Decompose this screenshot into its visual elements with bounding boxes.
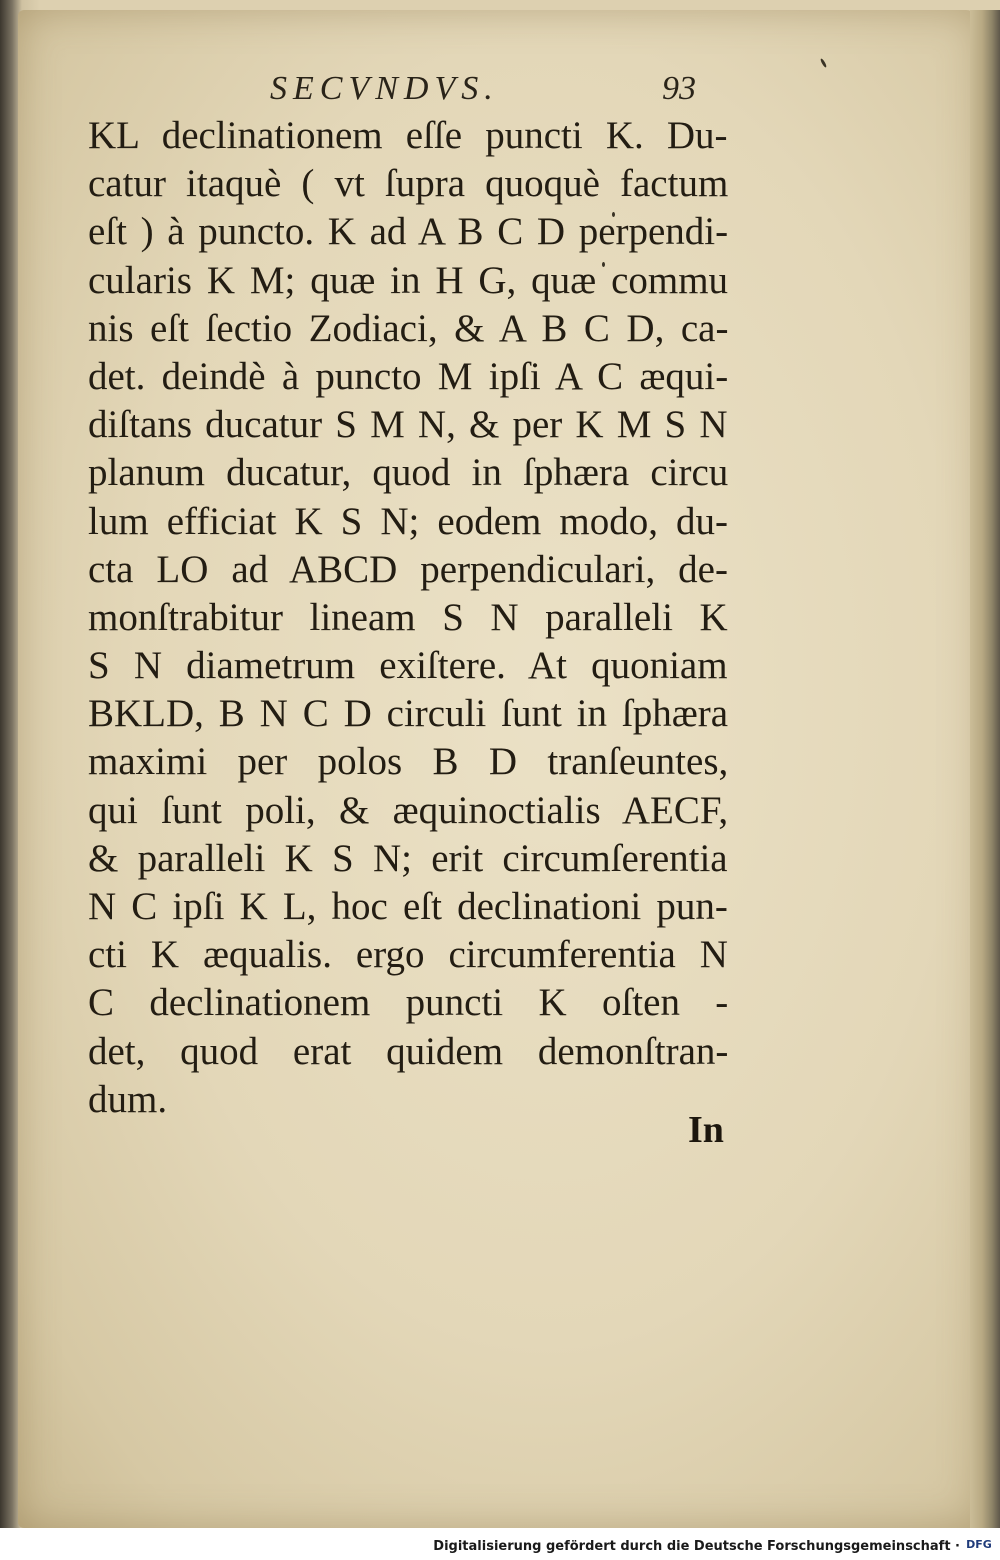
text-line: cta LO ad ABCD perpendiculari, de- <box>88 547 728 591</box>
page-number: 93 <box>662 70 696 107</box>
text-line: eſt ) à puncto. K ad A B C D perpendi- <box>88 210 729 254</box>
funding-credit: Digitalisierung gefördert durch die Deutsche Forschungsgemeinschaft · <box>433 1539 960 1554</box>
text-line: maximi per polos B D tranſeuntes, <box>88 740 729 784</box>
text-line: KL declinationem eſſe puncti K. Du- <box>88 114 728 157</box>
page-edge-shadow <box>970 10 1000 1528</box>
main-text-block <box>88 112 728 1124</box>
footer-bar <box>0 1528 1000 1560</box>
text-line: S N diametrum exiſtere. At quoniam <box>88 644 728 688</box>
text-line: monſtrabitur lineam S N paralleli K <box>88 595 728 639</box>
text-line: N C ipſi K L, hoc eſt declinationi pun- <box>88 885 728 928</box>
running-title: SECVNDVS. <box>270 70 499 107</box>
text-line: det, quod erat quidem demonſtran- <box>88 1029 729 1073</box>
text-line: catur itaquè ( vt ſupra quoquè factum <box>88 162 729 206</box>
text-line: C declinationem puncti K oſten - <box>88 981 729 1025</box>
text-line: BKLD, B N C D circuli ſunt in ſphæra <box>88 692 729 736</box>
text-line: cularis K M; quæ in H G, quæ commu <box>88 258 729 302</box>
text-line: lum efficiat K S N; eodem modo, du- <box>88 499 729 543</box>
dfg-logo: DFG <box>966 1538 992 1551</box>
text-line: planum ducatur, quod in ſphæra circu <box>88 451 729 495</box>
text-line: & paralleli K S N; erit circumſerentia <box>88 836 728 880</box>
text-line: diſtans ducatur S M N, & per K M S N <box>88 403 728 447</box>
text-line: dum. <box>88 1077 168 1121</box>
text-line: det. deindè à puncto M ipſi A C æqui- <box>88 354 729 398</box>
text-line: cti K æqualis. ergo circumferentia N <box>88 933 728 977</box>
text-line: qui ſunt poli, & æquinoctialis AECF, <box>88 788 729 832</box>
catchword: In <box>688 1109 724 1151</box>
text-line: nis eſt ſectio Zodiaci, & A B C D, ca- <box>88 306 729 350</box>
